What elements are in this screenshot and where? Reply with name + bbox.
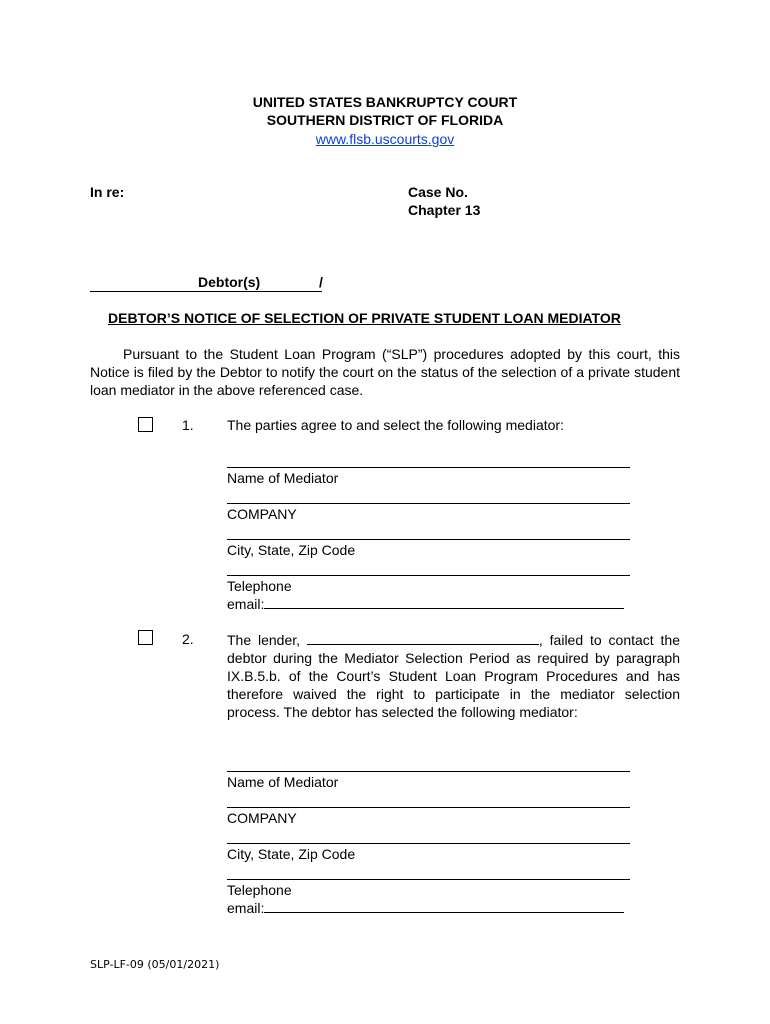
company-label-2: COMPANY [227, 810, 297, 826]
mediator-name-line-2[interactable] [227, 771, 630, 772]
email-row-1 [227, 594, 624, 613]
mediator-name-label-1: Name of Mediator [227, 470, 339, 486]
option-2-text-after: , failed to contact the debtor during the Mediator Selection Period as required by paragraph IX.B.5.b. of the Court’s Student Loan Program Procedures and has therefore waived the right to participate in the mediator selection process. The debtor has selected the following mediator: [227, 632, 680, 720]
option-1-number: 1. [182, 417, 194, 433]
option-2-paragraph [227, 630, 680, 721]
form-footer-code: SLP-LF-09 (05/01/2021) [90, 958, 220, 971]
option-1-checkbox[interactable] [138, 417, 153, 432]
telephone-line-1[interactable] [227, 575, 630, 576]
email-line-2[interactable] [264, 898, 624, 913]
company-label-1: COMPANY [227, 506, 297, 522]
district-name: SOUTHERN DISTRICT OF FLORIDA [266, 112, 504, 128]
mediator-name-line-1[interactable] [227, 467, 630, 468]
document-title: DEBTOR’S NOTICE OF SELECTION OF PRIVATE STUDENT LOAN MEDIATOR [108, 310, 621, 326]
city-label-1: City, State, Zip Code [227, 542, 356, 558]
intro-paragraph: Pursuant to the Student Loan Program (“SLP”) procedures adopted by this court, this Notice is filed by the Debtor to notify the court on the status of the selection of a private student loan mediator in the above referenced case. [90, 346, 680, 398]
court-name: UNITED STATES BANKRUPTCY COURT [252, 94, 518, 110]
telephone-label-1: Telephone [227, 578, 292, 594]
email-row-2 [227, 898, 624, 917]
option-2-checkbox[interactable] [138, 630, 153, 645]
company-line-1[interactable] [227, 503, 630, 504]
in-re-label: In re: [90, 184, 125, 200]
debtor-label: Debtor(s) [198, 274, 261, 290]
court-website-link[interactable]: www.flsb.uscourts.gov [315, 131, 455, 147]
telephone-line-2[interactable] [227, 879, 630, 880]
mediator-name-label-2: Name of Mediator [227, 774, 339, 790]
email-label-2: email: [227, 900, 265, 916]
caption-slash: / [319, 274, 323, 290]
city-label-2: City, State, Zip Code [227, 846, 356, 862]
lender-name-line[interactable] [307, 630, 539, 645]
option-1-text: The parties agree to and select the following mediator: [227, 417, 564, 433]
telephone-label-2: Telephone [227, 882, 292, 898]
city-line-2[interactable] [227, 843, 630, 844]
option-2-text-before: The lender, [227, 632, 301, 648]
email-label-1: email: [227, 596, 265, 612]
case-number-label: Case No. [408, 184, 468, 200]
email-line-1[interactable] [264, 594, 624, 609]
option-2-number: 2. [182, 631, 194, 647]
company-line-2[interactable] [227, 807, 630, 808]
city-line-1[interactable] [227, 539, 630, 540]
chapter-label: Chapter 13 [408, 202, 481, 218]
